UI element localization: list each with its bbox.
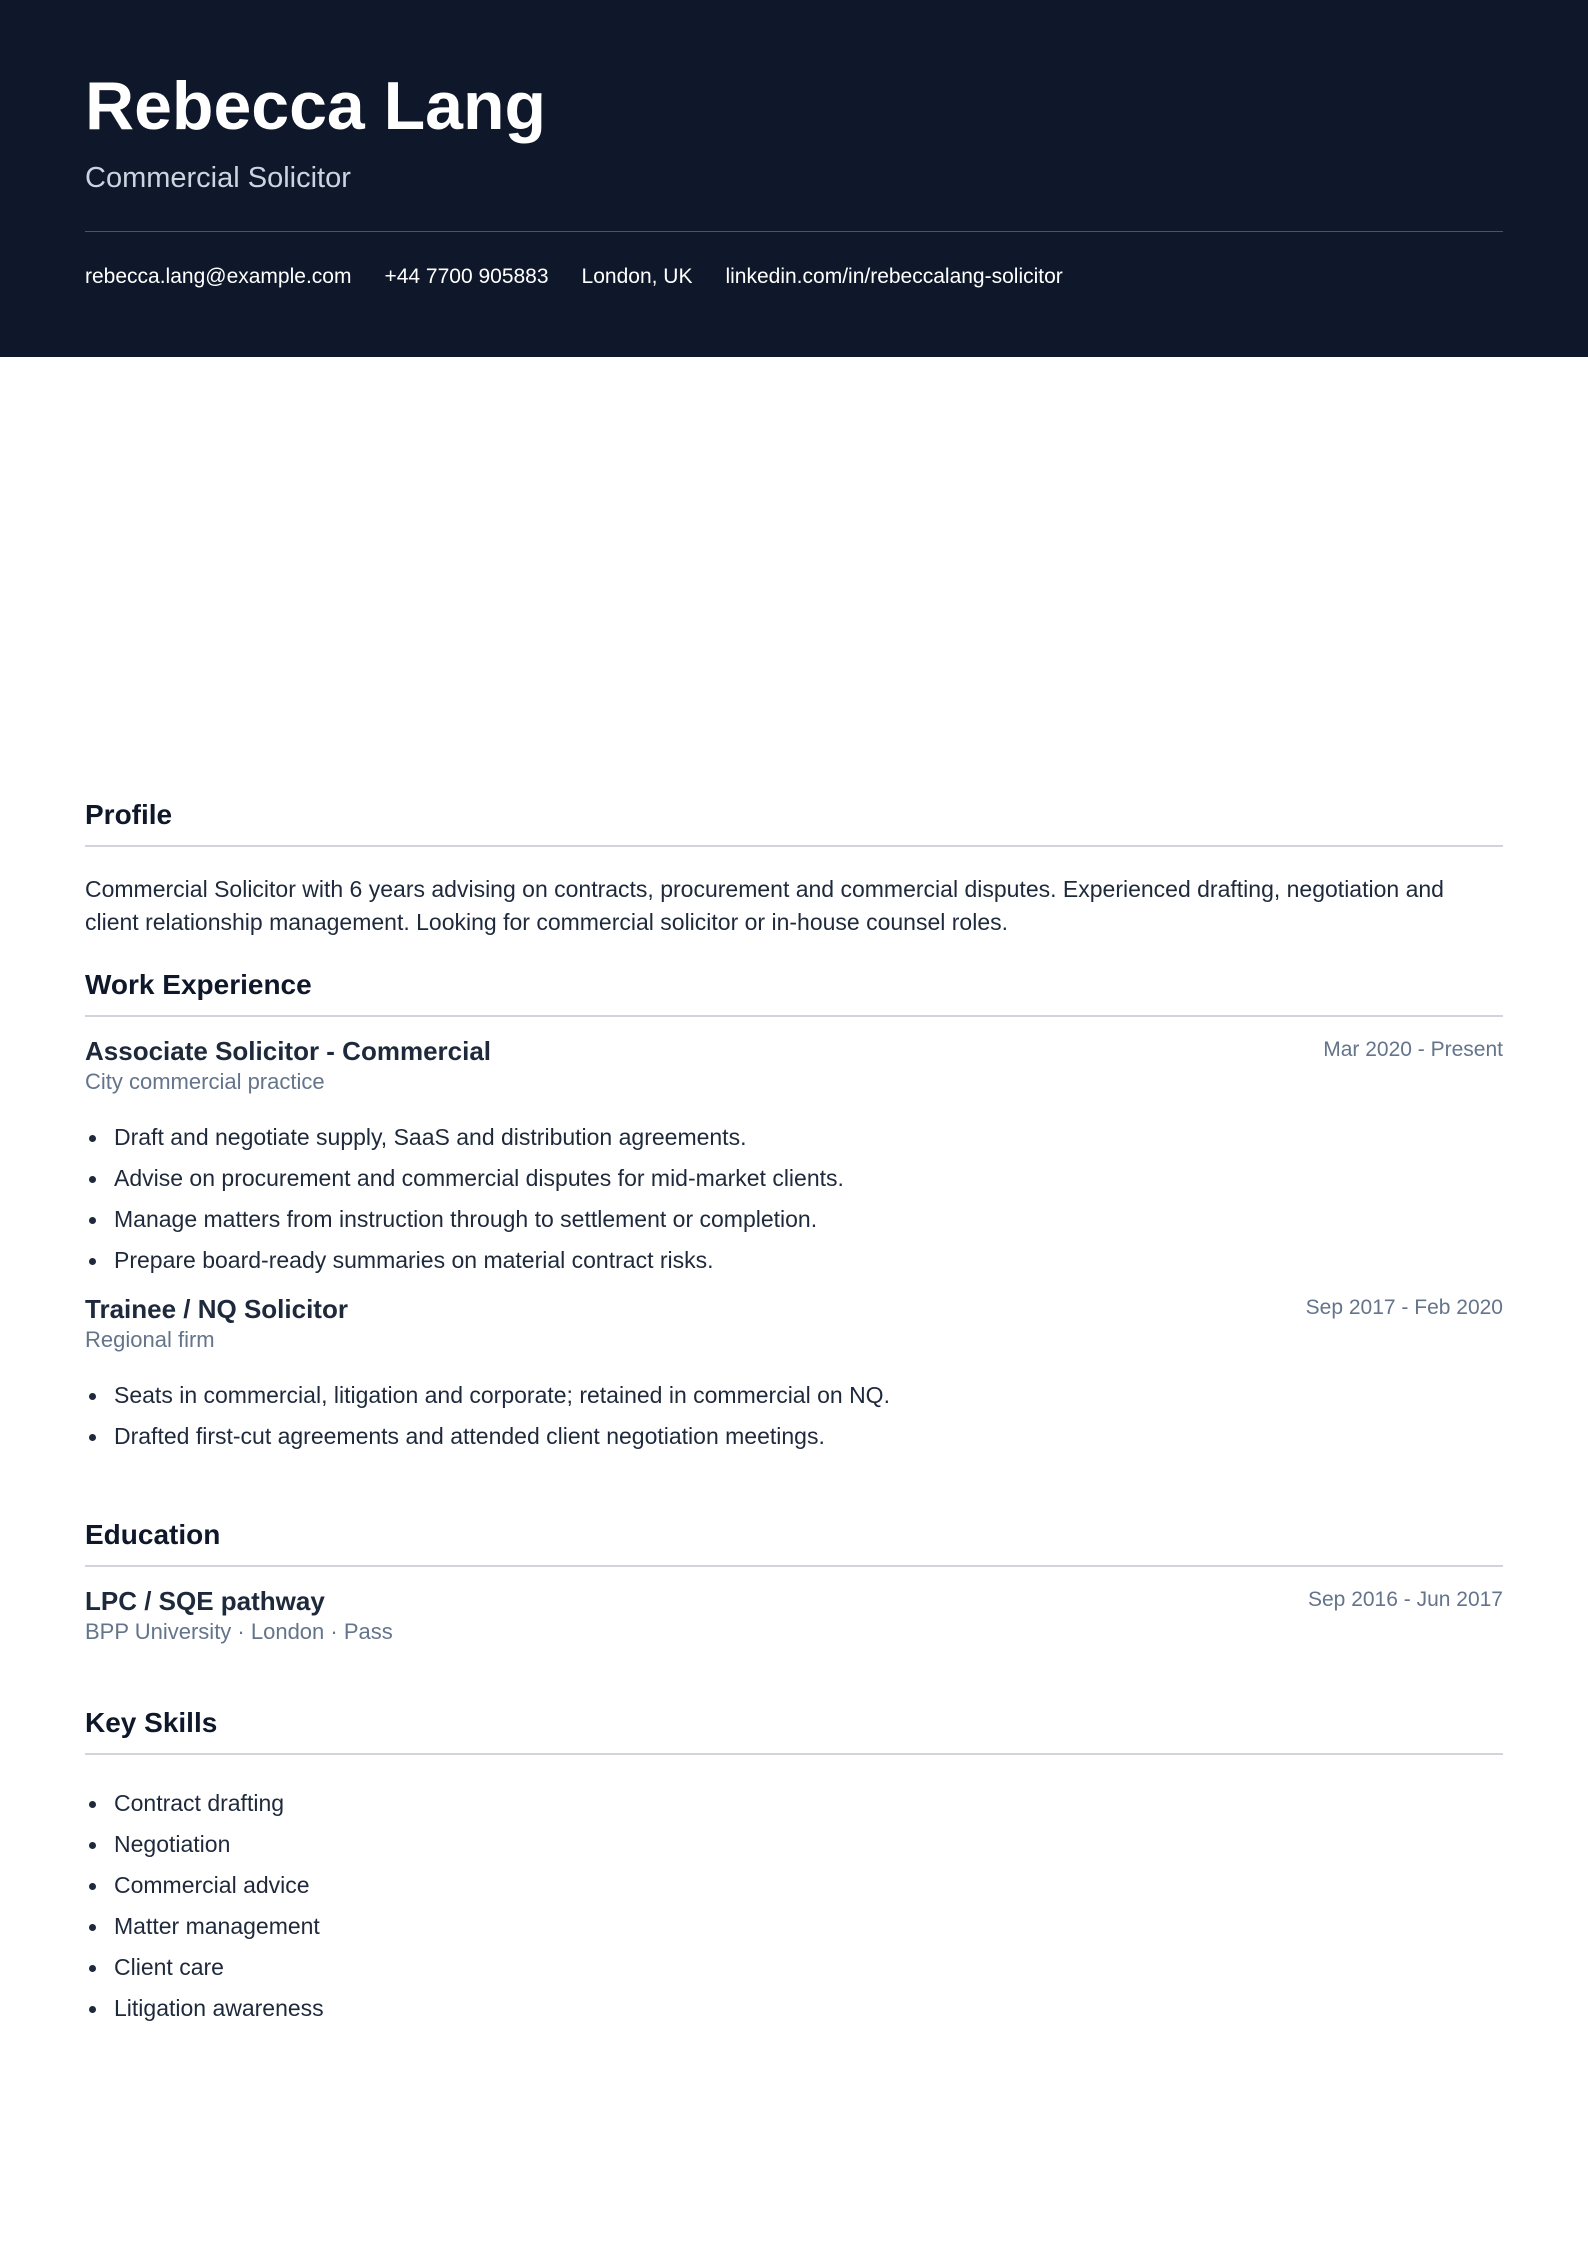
job-bullets — [85, 1117, 1503, 1281]
skill-item: Negotiation — [114, 1824, 1503, 1865]
job-title: Associate Solicitor - Commercial — [85, 1036, 492, 1066]
skills-section — [85, 1705, 1503, 2029]
section-divider — [85, 1015, 1503, 1017]
section-divider — [85, 1753, 1503, 1755]
list-item: Draft and negotiate supply, SaaS and distribution agreements. — [114, 1117, 1503, 1158]
list-item: Advise on procurement and commercial disputes for mid-market clients. — [114, 1158, 1503, 1199]
list-item: Seats in commercial, litigation and corporate; retained in commercial on NQ. — [114, 1375, 1503, 1416]
profile-section — [85, 797, 1503, 939]
job-entry — [85, 1293, 1503, 1457]
skill-item: Contract drafting — [114, 1783, 1503, 1824]
skill-item: Commercial advice — [114, 1865, 1503, 1906]
contact-location: London, UK — [581, 265, 693, 288]
section-title-education: Education — [85, 1519, 221, 1550]
experience-section — [85, 967, 1503, 1457]
job-title: Trainee / NQ Solicitor — [85, 1294, 348, 1324]
skills-list — [85, 1783, 1503, 2029]
job-company: Regional firm — [85, 1327, 215, 1352]
education-title: LPC / SQE pathway — [85, 1586, 325, 1616]
candidate-headline: Commercial Solicitor — [85, 162, 351, 194]
education-section — [85, 1517, 1503, 1647]
job-company: City commercial practice — [85, 1069, 325, 1094]
education-entry — [85, 1585, 1503, 1647]
list-item: Drafted first-cut agreements and attended client negotiation meetings. — [114, 1416, 1503, 1457]
contact-linkedin[interactable]: linkedin.com/in/rebeccalang-solicitor — [725, 265, 1063, 288]
education-dates: Sep 2016 - Jun 2017 — [1308, 1588, 1503, 1611]
job-dates: Mar 2020 - Present — [1323, 1038, 1503, 1061]
list-item: Prepare board-ready summaries on material contract risks. — [114, 1240, 1503, 1281]
job-entry — [85, 1035, 1503, 1281]
section-title-experience: Work Experience — [85, 969, 312, 1000]
skill-item: Litigation awareness — [114, 1988, 1503, 2029]
contact-phone[interactable]: +44 7700 905883 — [384, 265, 549, 288]
job-dates: Sep 2017 - Feb 2020 — [1305, 1296, 1503, 1319]
skill-item: Client care — [114, 1947, 1503, 1988]
candidate-name: Rebecca Lang — [85, 68, 547, 144]
skill-item: Matter management — [114, 1906, 1503, 1947]
education-detail: BPP University · London · Pass — [85, 1619, 393, 1644]
section-title-skills: Key Skills — [85, 1707, 218, 1738]
contact-list — [85, 263, 1063, 291]
resume-header — [0, 0, 1588, 357]
section-divider — [85, 845, 1503, 847]
profile-summary: Commercial Solicitor with 6 years advising on contracts, procurement and commercial disputes. Experienced drafting, negotiation and client relationship management. Looking for commercial solicitor or in-house counsel roles. — [85, 876, 1444, 935]
contact-email[interactable]: rebecca.lang@example.com — [85, 265, 352, 288]
section-divider — [85, 1565, 1503, 1567]
header-divider — [85, 231, 1503, 232]
list-item: Manage matters from instruction through to settlement or completion. — [114, 1199, 1503, 1240]
job-bullets — [85, 1375, 1503, 1457]
section-title-profile: Profile — [85, 799, 173, 830]
